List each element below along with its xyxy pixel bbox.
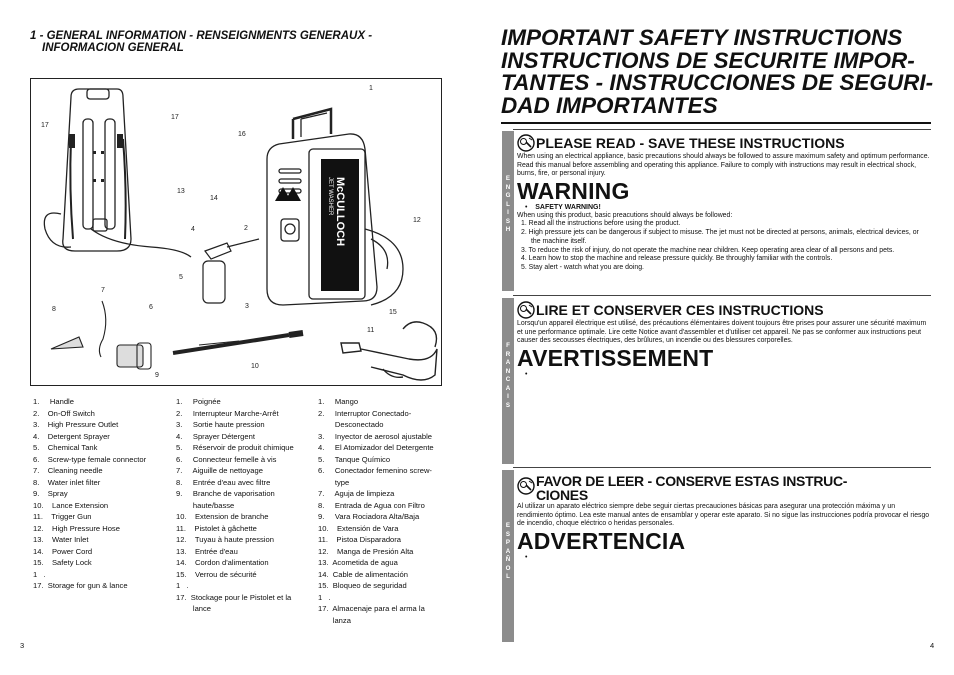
list-item: 4. Learn how to stop the machine and release pressure quickly. Be throughly familiar with the controls. (521, 255, 833, 263)
list-item: 5. Réservoir de produit chimique (176, 443, 294, 452)
list-item: 4. El Atomizador del Detergente (318, 443, 434, 452)
side-letter: S (505, 530, 511, 538)
french-sidebar (502, 298, 514, 464)
spanish-heading-line1: FAVOR DE LEER - CONSERVE ESTAS INSTRUC- (536, 473, 848, 489)
list-item: type (318, 477, 350, 487)
list-item: 1 . (176, 581, 189, 590)
page-title-line2: INSTRUCTIONS DE SECURITE IMPOR- (501, 47, 915, 73)
english-heading-row (517, 134, 930, 152)
callout-11: 11 (367, 327, 375, 334)
side-letter: N (505, 183, 511, 191)
callout-9: 9 (155, 372, 159, 379)
list-item: 5. Stay alert - watch what you are doing. (521, 264, 644, 271)
side-letter: A (505, 384, 511, 392)
french-bullet: • (525, 370, 528, 378)
parts-list-english (33, 396, 146, 592)
list-item: 9. Vara Rociadora Alta/Baja (318, 512, 420, 521)
callout-17a: 17 (41, 122, 49, 129)
right-page (477, 0, 954, 675)
list-item: 11. Pistolet à gâchette (176, 523, 257, 533)
spanish-divider (513, 467, 931, 468)
spanish-sidebar (502, 470, 514, 642)
callout-2: 2 (244, 225, 248, 232)
list-item: 1. Mango (318, 397, 359, 406)
english-section (517, 134, 930, 273)
page-title-line4: DAD IMPORTANTES (501, 92, 718, 118)
english-divider (513, 129, 931, 130)
list-item: 13. Acometida de agua (318, 558, 398, 567)
side-letter: A (505, 359, 511, 366)
list-item: 14. Cordon d'alimentation (176, 558, 269, 567)
english-side-label (502, 175, 514, 235)
english-sidebar (502, 131, 514, 291)
side-letter: G (505, 192, 511, 199)
spanish-heading (536, 474, 847, 502)
side-letter: N (505, 367, 511, 375)
french-heading: LIRE ET CONSERVER CES INSTRUCTIONS (536, 302, 824, 318)
callout-4: 4 (191, 226, 195, 233)
safety-alert-icon (517, 301, 535, 319)
list-item: 8. Entrada de Agua con Filtro (318, 500, 425, 510)
list-item: 14. Cable de alimentación (318, 569, 408, 579)
callout-8: 8 (52, 306, 56, 313)
page-number-left: 3 (20, 641, 25, 650)
side-letter: L (506, 573, 510, 580)
list-item: 4. Sprayer Détergent (176, 431, 255, 441)
list-item: 1. Read all the instructions before using the product. (521, 220, 681, 228)
list-item: 11. Trigger Gun (33, 512, 92, 521)
side-letter: I (507, 209, 509, 216)
bullet-icon: • (525, 203, 536, 211)
callout-1: 1 (369, 85, 373, 92)
section-title (30, 30, 410, 54)
small-accessories (51, 301, 151, 369)
callout-14: 14 (210, 195, 218, 202)
list-item: 7. Aguja de limpieza (318, 489, 395, 498)
detergent-sprayer (203, 239, 259, 303)
list-item: 5. Chemical Tank (33, 443, 98, 452)
side-letter: E (505, 522, 511, 529)
callout-16: 16 (238, 131, 246, 138)
spanish-heading-row (517, 474, 930, 502)
callout-10: 10 (251, 363, 259, 370)
safety-warning-line (517, 203, 930, 212)
list-item: 2. Interruptor Conectado- (318, 408, 412, 418)
list-item: 17. Storage for gun & lance (33, 581, 128, 590)
list-item: 6. Conectador femenino screw- (318, 466, 432, 475)
side-letter: Ñ (505, 556, 511, 563)
list-item: 3. Inyector de aerosol ajustable (318, 431, 432, 441)
side-letter: S (505, 401, 511, 409)
list-item: 3. To reduce the risk of injury, do not operate the machine near children. Keep operating area clear of all persons and pets. (521, 246, 895, 254)
french-section (517, 301, 930, 379)
page-number-right: 4 (930, 641, 935, 650)
side-letter: P (505, 539, 511, 546)
diagram-drawing (31, 79, 443, 387)
side-letter: A (505, 547, 511, 555)
product-label: JET WASHER (327, 177, 333, 216)
french-divider (513, 295, 931, 296)
list-item: 12. Manga de Presión Alta (318, 546, 414, 556)
avertissement-heading: AVERTISSEMENT (517, 344, 714, 371)
brand-label: McCULLOCH (334, 177, 346, 247)
list-item: haute/basse (176, 500, 235, 510)
list-item: 15. Bloqueo de seguridad (318, 581, 407, 590)
rear-view-unit (44, 89, 191, 257)
lance-and-gun (173, 322, 437, 380)
spanish-section (517, 474, 930, 562)
list-item: 1. Handle (33, 397, 74, 406)
title-divider (501, 122, 931, 124)
page-title (501, 27, 941, 117)
side-letter: I (507, 393, 509, 400)
product-diagram (30, 78, 442, 386)
page-title-line1: IMPORTANT SAFETY INSTRUCTIONS (501, 25, 903, 50)
list-item: 6. Connecteur femelle à vis (176, 454, 277, 464)
side-letter: S (505, 217, 511, 225)
side-letter: E (505, 175, 511, 182)
callout-15: 15 (389, 309, 397, 316)
french-intro: Lorsqu'un appareil électrique est utilisé, des précautions élémentaires doivent toujours être prises pour assurer une sécurité maximum et une performance optimale. Lire cette Notice avant d'assembler et d'utiliser cet appareil. Ne pas se conformer aux instructions peut causer des secousses électriques, des brûlures, un incendie ou des blessures corporelles. (517, 320, 927, 345)
list-item: 1 . (318, 592, 331, 602)
callout-3: 3 (245, 303, 249, 310)
list-item: 10. Lance Extension (33, 500, 109, 510)
advertencia-heading: ADVERTENCIA (517, 527, 686, 554)
list-item: 17. Almacenaje para el arma la (318, 604, 425, 613)
english-steps (517, 220, 930, 272)
page-title-line3: TANTES - INSTRUCCIONES DE SEGURI- (501, 70, 934, 95)
callout-17b: 17 (171, 114, 179, 121)
callout-13: 13 (177, 188, 185, 195)
list-item: 3. High Pressure Outlet (33, 420, 119, 429)
callout-6: 6 (149, 304, 153, 311)
safety-alert-icon (517, 477, 535, 495)
side-letter: C (505, 376, 511, 383)
list-item: 3. Sortie haute pression (176, 420, 265, 429)
side-letter: L (506, 200, 510, 208)
spanish-side-label (502, 522, 514, 582)
safety-alert-icon (517, 134, 535, 152)
list-item: 5. Tanque Químico (318, 454, 391, 464)
list-item: 7. Cleaning needle (33, 466, 103, 475)
list-item: 13. Water Inlet (33, 535, 89, 544)
list-item: 12. Tuyau à haute pression (176, 535, 274, 544)
list-item: 15. Verrou de sécurité (176, 569, 257, 579)
list-item: 12. High Pressure Hose (33, 523, 120, 533)
list-item: 1. Poignée (176, 397, 221, 406)
list-item: 10. Extensión de Vara (318, 523, 399, 533)
list-item: 10. Extension de branche (176, 512, 269, 521)
spanish-intro: Al utilizar un aparato eléctrico siempre debe seguir ciertas precauciones básicas para asegurar una protección máxima y un rendimiento óptimo. Lea este manual antes de ensamblar y operar este aparato. Si no sigue las instrucciones podría provocar el riesgo de incendio, choque eléctrico o heridas personales. (517, 503, 930, 528)
side-letter: O (505, 564, 511, 572)
list-item: 15. Safety Lock (33, 558, 92, 567)
list-item: 2. High pressure jets can be dangerous if subject to misuse. The jet must not be directed at persons, animals, electrical devices, or the machine itself. (521, 229, 919, 245)
list-item: 9. Branche de vaporisation (176, 489, 275, 498)
warning-heading: WARNING (517, 177, 630, 204)
list-item: 14. Power Cord (33, 546, 93, 556)
list-item: lanza (318, 615, 351, 625)
english-heading: PLEASE READ - SAVE THESE INSTRUCTIONS (536, 135, 845, 151)
english-lead: When using this product, basic preacutions should always be followed: (517, 211, 733, 219)
french-side-label (502, 342, 514, 410)
side-letter: H (505, 226, 511, 233)
list-item: 1 . (33, 569, 46, 579)
list-item: 7. Aiguille de nettoyage (176, 466, 263, 475)
french-heading-row (517, 301, 930, 319)
list-item: lance (176, 604, 212, 613)
spanish-heading-line2: CIONES (536, 487, 588, 503)
section-title-line1: 1 - GENERAL INFORMATION - RENSEIGNMENTS GENERAUX - (30, 30, 373, 42)
parts-list-spanish (318, 396, 434, 626)
list-item: 8. Water inlet filter (33, 477, 101, 487)
parts-list-french (176, 396, 294, 615)
list-item: 2. Interrupteur Marche-Arrêt (176, 408, 279, 418)
english-intro: When using an electrical appliance, basic precautions should always be followed to assure maximum safety and optimum performance. Read this manual before assembling and operating this appliance. Failure to comply with instructions may result in electrical shock, burns, fire, or personal injury. (517, 153, 930, 178)
callout-12: 12 (413, 217, 421, 224)
safety-warning-label: SAFETY WARNING! (535, 203, 601, 211)
list-item: 4. Detergent Sprayer (33, 431, 110, 441)
list-item: 11. Pistoa Disparadora (318, 535, 402, 544)
list-item: 17. Stockage pour le Pistolet et la (176, 592, 292, 602)
section-title-line2: INFORMACION GENERAL (42, 42, 184, 54)
list-item: Desconectado (318, 420, 384, 429)
list-item: 9. Spray (33, 489, 68, 498)
callout-5: 5 (179, 274, 183, 281)
list-item: 2. On-Off Switch (33, 408, 95, 418)
list-item: 8. Entrée d'eau avec filtre (176, 477, 271, 487)
side-letter: R (505, 350, 511, 358)
list-item: 13. Entrée d'eau (176, 546, 238, 556)
side-letter: F (506, 342, 510, 349)
spanish-bullet: • (525, 553, 528, 561)
callout-7: 7 (101, 287, 105, 294)
list-item: 6. Screw-type female connector (33, 454, 147, 464)
